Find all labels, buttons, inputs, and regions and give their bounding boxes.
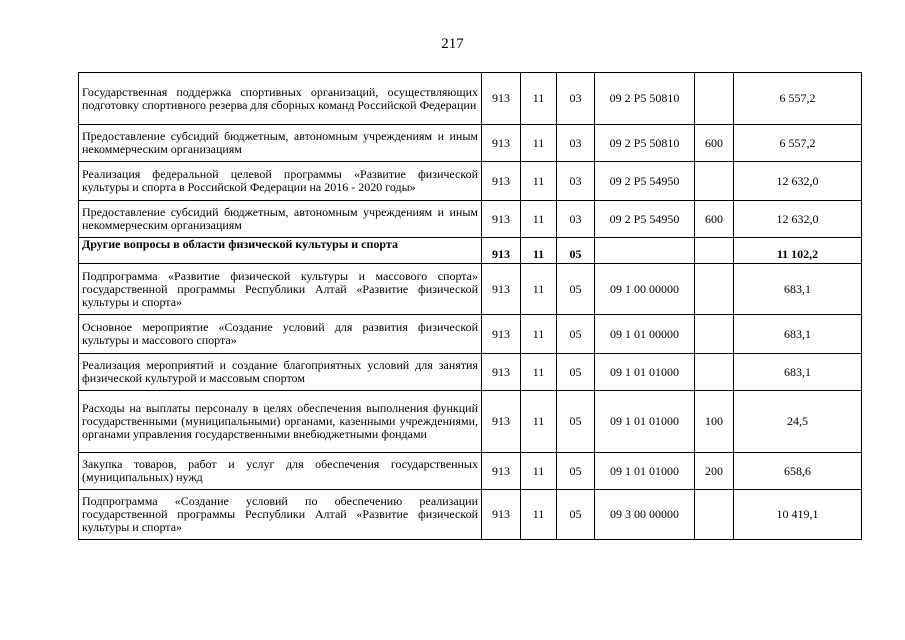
row-sum: 11 102,2: [734, 238, 862, 264]
row-subsection: 03: [557, 73, 595, 125]
row-sum: 683,1: [734, 264, 862, 315]
row-subsection: 05: [557, 238, 595, 264]
row-grbs: 913: [482, 453, 521, 490]
row-section: 11: [521, 453, 557, 490]
page-number: 217: [441, 36, 464, 52]
row-target-article: 09 1 01 01000: [595, 453, 695, 490]
table-row: [79, 162, 862, 201]
table-row: [79, 490, 862, 540]
budget-table: [78, 72, 862, 540]
row-subsection: 05: [557, 315, 595, 354]
row-target-article: 09 1 01 00000: [595, 315, 695, 354]
row-section: 11: [521, 162, 557, 201]
row-expense-type: [695, 264, 734, 315]
table-row: [79, 315, 862, 354]
row-name: Государственная поддержка спортивных организаций, осуществляющих подготовку спортивного резерва для сборных команд Российской Федерации: [79, 73, 482, 125]
row-sum: 12 632,0: [734, 162, 862, 201]
row-name: Предоставление субсидий бюджетным, автономным учреждениям и иным некоммерческим организациям: [79, 201, 482, 238]
row-sum: 24,5: [734, 391, 862, 453]
row-subsection: 05: [557, 264, 595, 315]
row-grbs: 913: [482, 201, 521, 238]
row-expense-type: [695, 490, 734, 540]
row-section: 11: [521, 125, 557, 162]
row-grbs: 913: [482, 73, 521, 125]
row-grbs: 913: [482, 391, 521, 453]
row-target-article: 09 2 Р5 54950: [595, 201, 695, 238]
row-name: Основное мероприятие «Создание условий для развития физической культуры и массового спорта»: [79, 315, 482, 354]
row-sum: 658,6: [734, 453, 862, 490]
row-grbs: 913: [482, 162, 521, 201]
row-name: Подпрограмма «Создание условий по обеспечению реализации государственной программы Республики Алтай «Развитие физической культуры и спорта»: [79, 490, 482, 540]
row-grbs: 913: [482, 315, 521, 354]
row-expense-type: [695, 354, 734, 391]
table-row: [79, 125, 862, 162]
table-row: [79, 73, 862, 125]
row-expense-type: 600: [695, 201, 734, 238]
row-expense-type: [695, 162, 734, 201]
row-target-article: 09 3 00 00000: [595, 490, 695, 540]
row-section: 11: [521, 201, 557, 238]
row-name: Подпрограмма «Развитие физической культуры и массового спорта» государственной программы Республики Алтай «Развитие физической культуры и спорта»: [79, 264, 482, 315]
row-name: Другие вопросы в области физической культуры и спорта: [79, 238, 482, 264]
row-subsection: 03: [557, 125, 595, 162]
row-section: 11: [521, 315, 557, 354]
row-sum: 683,1: [734, 354, 862, 391]
row-expense-type: 600: [695, 125, 734, 162]
row-subsection: 05: [557, 391, 595, 453]
row-name: Предоставление субсидий бюджетным, автономным учреждениям и иным некоммерческим организациям: [79, 125, 482, 162]
row-name: Закупка товаров, работ и услуг для обеспечения государственных (муниципальных) нужд: [79, 453, 482, 490]
row-name: Реализация федеральной целевой программы «Развитие физической культуры и спорта в Российской Федерации на 2016 - 2020 годы»: [79, 162, 482, 201]
row-subsection: 03: [557, 162, 595, 201]
row-grbs: 913: [482, 238, 521, 264]
table-row: [79, 264, 862, 315]
row-target-article: 09 1 01 01000: [595, 391, 695, 453]
row-sum: 6 557,2: [734, 125, 862, 162]
row-target-article: 09 1 01 01000: [595, 354, 695, 391]
row-section: 11: [521, 73, 557, 125]
row-sum: 12 632,0: [734, 201, 862, 238]
row-grbs: 913: [482, 490, 521, 540]
row-expense-type: 200: [695, 453, 734, 490]
row-sum: 6 557,2: [734, 73, 862, 125]
row-expense-type: 100: [695, 391, 734, 453]
row-target-article: 09 2 Р5 54950: [595, 162, 695, 201]
row-subsection: 05: [557, 453, 595, 490]
row-expense-type: [695, 73, 734, 125]
table-row-section-total: [79, 238, 862, 264]
row-target-article: 09 1 00 00000: [595, 264, 695, 315]
row-section: 11: [521, 354, 557, 391]
row-subsection: 03: [557, 201, 595, 238]
table-row: [79, 354, 862, 391]
row-name: Расходы на выплаты персоналу в целях обеспечения выполнения функций государственными (муниципальными) органами, казенными учреждениями, органами управления государственными внебюджетными фондами: [79, 391, 482, 453]
row-section: 11: [521, 238, 557, 264]
row-sum: 683,1: [734, 315, 862, 354]
row-sum: 10 419,1: [734, 490, 862, 540]
row-target-article: [595, 238, 695, 264]
row-subsection: 05: [557, 354, 595, 391]
row-subsection: 05: [557, 490, 595, 540]
row-name: Реализация мероприятий и создание благоприятных условий для занятия физической культурой и массовым спортом: [79, 354, 482, 391]
table-row: [79, 391, 862, 453]
row-section: 11: [521, 490, 557, 540]
row-section: 11: [521, 264, 557, 315]
row-expense-type: [695, 315, 734, 354]
row-target-article: 09 2 Р5 50810: [595, 125, 695, 162]
row-target-article: 09 2 Р5 50810: [595, 73, 695, 125]
table-row: [79, 201, 862, 238]
row-section: 11: [521, 391, 557, 453]
row-grbs: 913: [482, 125, 521, 162]
row-grbs: 913: [482, 264, 521, 315]
table-row: [79, 453, 862, 490]
row-grbs: 913: [482, 354, 521, 391]
row-expense-type: [695, 238, 734, 264]
